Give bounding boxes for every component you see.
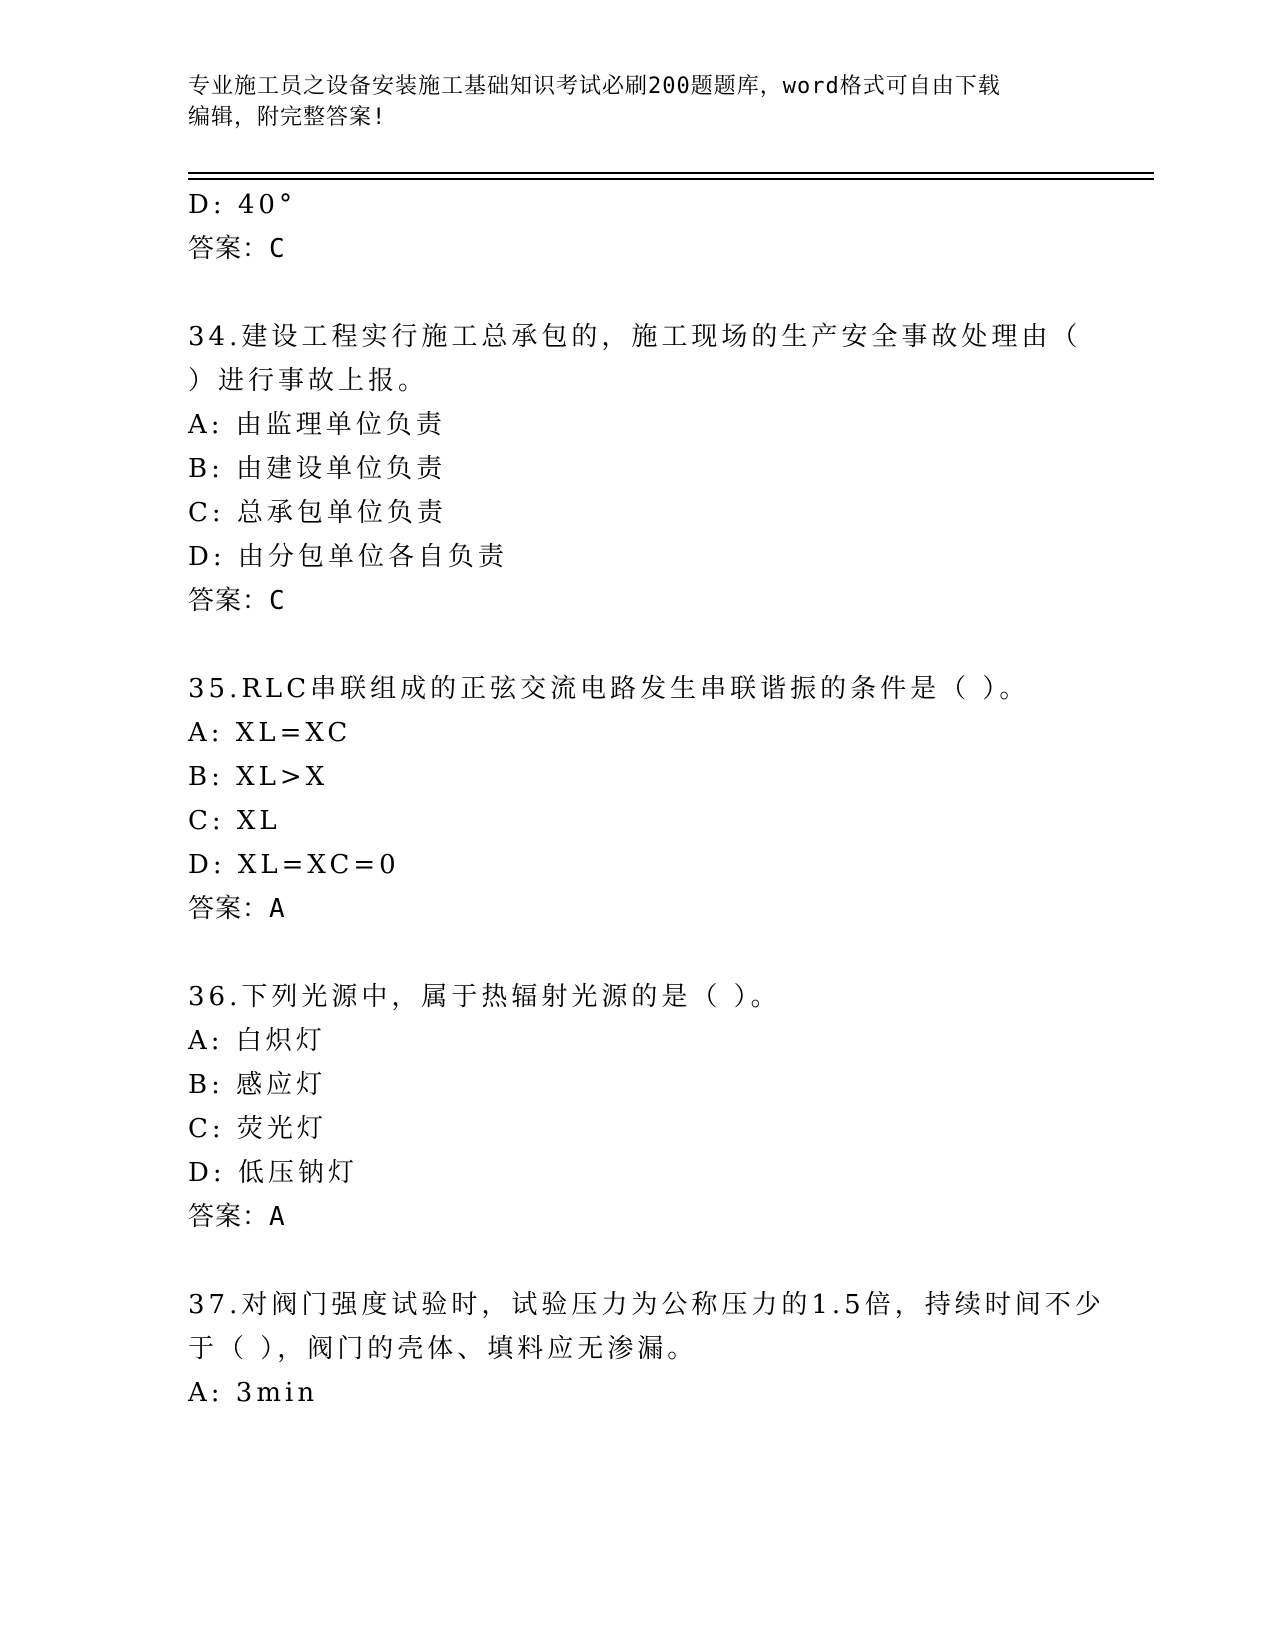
question-36-answer: 答案：A: [188, 1202, 286, 1232]
question-37-stem: 37.对阀门强度试验时，试验压力为公称压力的1.5倍，持续时间不少: [188, 1290, 1105, 1320]
question-35-option-b: B: XL>X: [188, 762, 329, 792]
question-35-option-d: D: XL=XC=0: [188, 850, 400, 880]
question-34-option-a: A: 由监理单位负责: [188, 410, 446, 440]
question-35-answer: 答案：A: [188, 894, 286, 924]
question-34-option-c: C: 总承包单位负责: [188, 498, 447, 528]
question-34-stem: 34.建设工程实行施工总承包的，施工现场的生产安全事故处理由（: [188, 322, 1082, 352]
header-divider: [188, 172, 1154, 174]
option-d: D: 40°: [188, 190, 296, 220]
question-36-option-b: B: 感应灯: [188, 1070, 327, 1100]
question-37-stem-cont: 于（ ），阀门的壳体、填料应无渗漏。: [188, 1334, 698, 1364]
question-34-option-d: D: 由分包单位各自负责: [188, 542, 508, 572]
question-36-stem: 36.下列光源中，属于热辐射光源的是（ ）。: [188, 982, 781, 1012]
question-35-stem: 35.RLC串联组成的正弦交流电路发生串联谐振的条件是（ ）。: [188, 674, 1030, 704]
document-header-line-1: 专业施工员之设备安装施工基础知识考试必刷200题题库，word格式可自由下载: [188, 74, 1001, 99]
question-34-answer: 答案：C: [188, 586, 286, 616]
question-37-option-a: A: 3min: [188, 1378, 319, 1408]
question-34-option-b: B: 由建设单位负责: [188, 454, 447, 484]
header-divider-2: [188, 178, 1154, 180]
question-36-option-a: A: 白炽灯: [188, 1026, 326, 1056]
question-35-option-a: A: XL=XC: [188, 718, 352, 748]
question-34-stem-cont: ）进行事故上报。: [188, 366, 429, 396]
answer: 答案：C: [188, 234, 286, 264]
question-36-option-c: C: 荧光灯: [188, 1114, 327, 1144]
document-header-line-2: 编辑，附完整答案!: [188, 105, 387, 130]
question-35-option-c: C: XL: [188, 806, 281, 836]
question-36-option-d: D: 低压钠灯: [188, 1158, 358, 1188]
